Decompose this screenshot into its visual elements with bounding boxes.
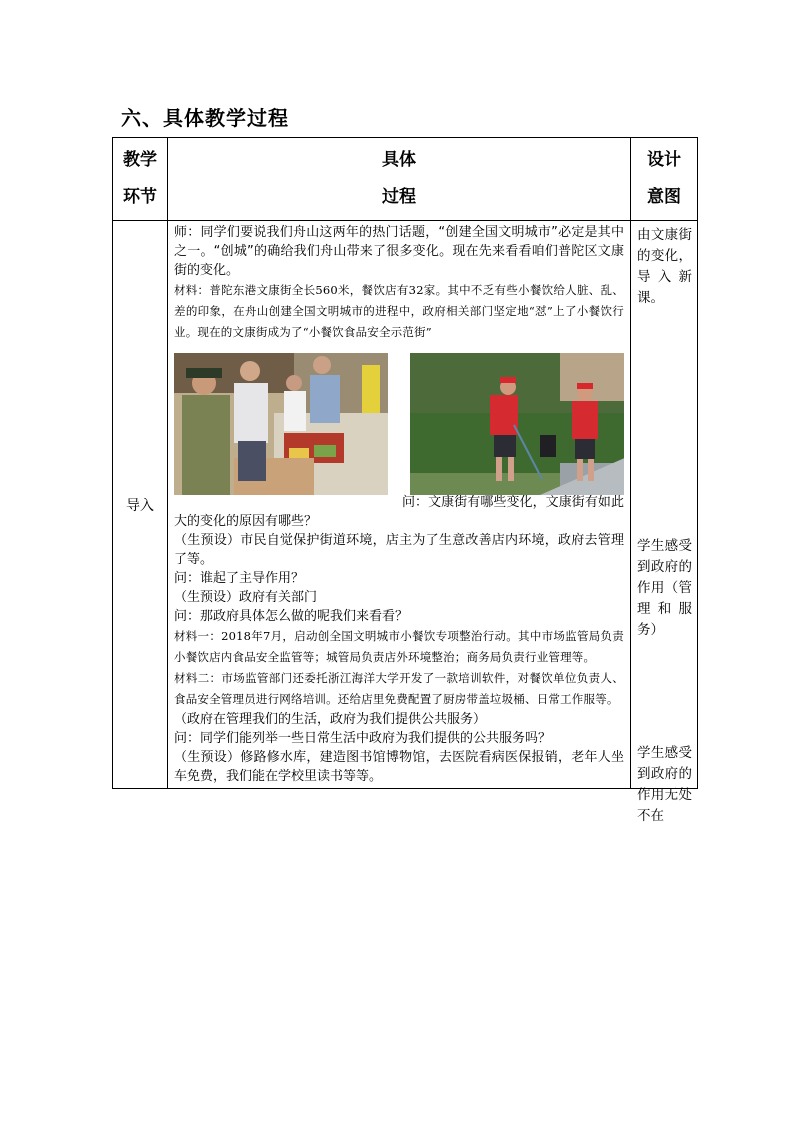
- answer-leading-role: （生预设）政府有关部门: [174, 590, 318, 605]
- section-title: 六、具体教学过程: [121, 106, 289, 130]
- intent-cell: [631, 221, 698, 824]
- header-intent: [631, 138, 698, 221]
- answer-public-services: （生预设）修路修水库，建造图书馆博物馆，去医院看病医保报销，老年人坐车免费，我们能在学校里读书等等。: [174, 750, 624, 784]
- question-changes: 问：文康街有哪些变化，文康街有如此大的变化的原因有哪些？: [174, 495, 624, 529]
- photo-row: [174, 353, 624, 495]
- teacher-intro: 师：同学们要说我们舟山这两年的热门话题，“创建全国文明城市”必定是其中之一。“创城”的确给我们舟山带来了很多变化。现在先来看看咱们普陀区文康街的变化。: [174, 225, 624, 278]
- inspection-photo: [174, 353, 388, 495]
- header-stage-line2: 环节: [123, 187, 157, 207]
- header-process: [168, 138, 631, 221]
- intent-government-everywhere: 学生感受到政府的作用无处不在: [637, 745, 692, 824]
- question-how-government: 问：那政府具体怎么做的呢我们来看看？: [174, 609, 409, 624]
- material-one: 材料一：2018年7月，启动创全国文明城市小餐饮专项整治行动。其中市场监管局负责小餐饮店内食品安全监管等；城管局负责店外环境整治；商务局负责行业管理等。: [174, 629, 624, 664]
- summary-note: （政府在管理我们的生活，政府为我们提供公共服务）: [174, 712, 487, 727]
- header-process-line2: 过程: [382, 187, 416, 207]
- header-intent-line2: 意图: [647, 187, 681, 207]
- question-leading-role: 问：谁起了主导作用？: [174, 571, 305, 586]
- header-stage-line1: 教学: [123, 150, 157, 170]
- volunteer-cleaning-photo: [410, 353, 624, 495]
- table-row-intro: [113, 221, 698, 789]
- material-two: 材料二：市场监管部门还委托浙江海洋大学开发了一款培训软件，对餐饮单位负责人、食品安全管理员进行网络培训。还给店里免费配置了厨房带盖垃圾桶、日常工作服等。: [174, 671, 624, 706]
- question-public-services: 问：同学们能列举一些日常生活中政府为我们提供的公共服务吗？: [174, 731, 552, 746]
- header-intent-line1: 设计: [647, 150, 681, 170]
- answer-changes: （生预设）市民自觉保护街道环境，店主为了生意改善店内环境，政府去管理了等。: [174, 533, 624, 567]
- stage-cell: 导入: [113, 221, 168, 789]
- teaching-process-table: [112, 137, 698, 824]
- process-cell: [168, 221, 631, 789]
- table-header-row: [113, 138, 698, 221]
- intent-government-role: 学生感受到政府的作用（管理和服务）: [637, 538, 692, 638]
- material-intro: 材料：普陀东港文康街全长560米，餐饮店有32家。其中不乏有些小餐饮给人脏、乱、差的印象，在舟山创建全国文明城市的进程中，政府相关部门坚定地“怼”上了小餐饮行业。现在的文康街成为了“小餐饮食品安全示范街”: [174, 283, 624, 339]
- header-process-line1: 具体: [382, 150, 416, 170]
- intent-introduce: 由文康街的变化，导入新课。: [637, 227, 692, 306]
- header-stage: [113, 138, 168, 221]
